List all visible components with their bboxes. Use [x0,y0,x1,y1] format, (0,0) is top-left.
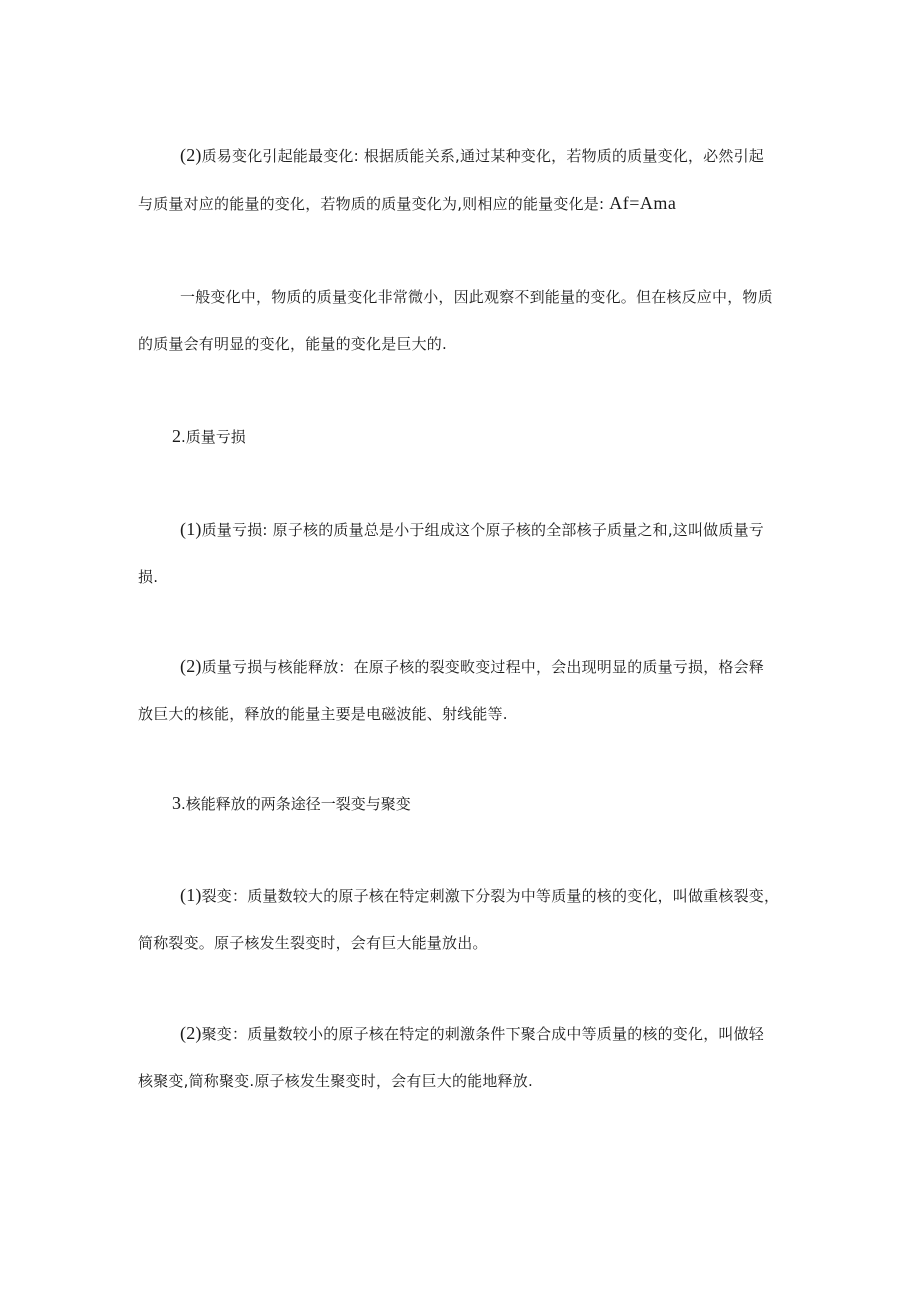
paragraph-line: 损. [138,568,159,586]
paragraph-line [138,506,788,554]
paragraph-line [138,1010,788,1058]
paragraph-fission [138,872,788,967]
item-number: (1) [180,885,202,905]
paragraph-line [138,180,788,228]
paragraph-mass-defect-definition [138,506,788,601]
paragraph-text: 质量亏损与核能释放：在原子核的裂变畋变过程中，会出现明显的质量亏损，格会释 [201,658,764,676]
paragraph-text: 与质量对应的能量的变化，若物质的质量变化为,则相应的能量变化是: [138,195,610,213]
paragraph-line: 简称裂变。原子核发生裂变时，会有巨大能量放出。 [138,934,488,952]
paragraph-line: 放巨大的核能，释放的能量主要是电磁波能、射线能等. [138,705,508,723]
paragraph-fusion [138,1010,788,1105]
paragraph-text: 质量亏损: 原子核的质量总是小于组成这个原子核的全部核子质量之和,这叫做质量亏 [201,521,764,539]
paragraph-line: 的质量会有明显的变化，能量的变化是巨大的. [138,335,447,353]
heading-title: .质量亏损 [181,428,246,446]
paragraph-mass-energy-change [138,132,788,228]
paragraph-text: 聚变：质量数较小的原子核在特定的刺激条件下聚合成中等质量的核的变化，叫做轻 [201,1025,764,1043]
paragraph-line [138,872,788,920]
paragraph-line [138,132,788,180]
heading-number: 2 [172,426,181,446]
section-heading-fission-fusion [172,788,411,819]
paragraph-line: 核聚变,简称聚变.原子核发生聚变时，会有巨大的能地释放. [138,1072,533,1090]
paragraph-line [138,643,788,691]
formula: Af=Ama [609,193,677,213]
heading-number: 3 [172,793,181,813]
item-number: (2) [180,656,202,676]
paragraph-general-change [138,274,788,368]
item-number: (2) [180,145,202,165]
heading-title: .核能释放的两条途径一裂变与聚变 [181,795,411,813]
paragraph-line: 一般变化中，物质的质量变化非常微小，因此观察不到能量的变化。但在核反应中，物质 [180,288,773,306]
item-number: (1) [180,519,202,539]
paragraph-text: 裂变：质量数较大的原子核在特定刺激下分裂为中等质量的核的变化，叫做重核裂变， [201,887,780,905]
paragraph-mass-defect-release [138,643,788,738]
section-heading-mass-defect [172,421,246,452]
item-number: (2) [180,1023,202,1043]
paragraph-text: 质易变化引起能最变化: 根据质能关系,通过某种变化，若物质的质量变化，必然引起 [201,147,764,165]
